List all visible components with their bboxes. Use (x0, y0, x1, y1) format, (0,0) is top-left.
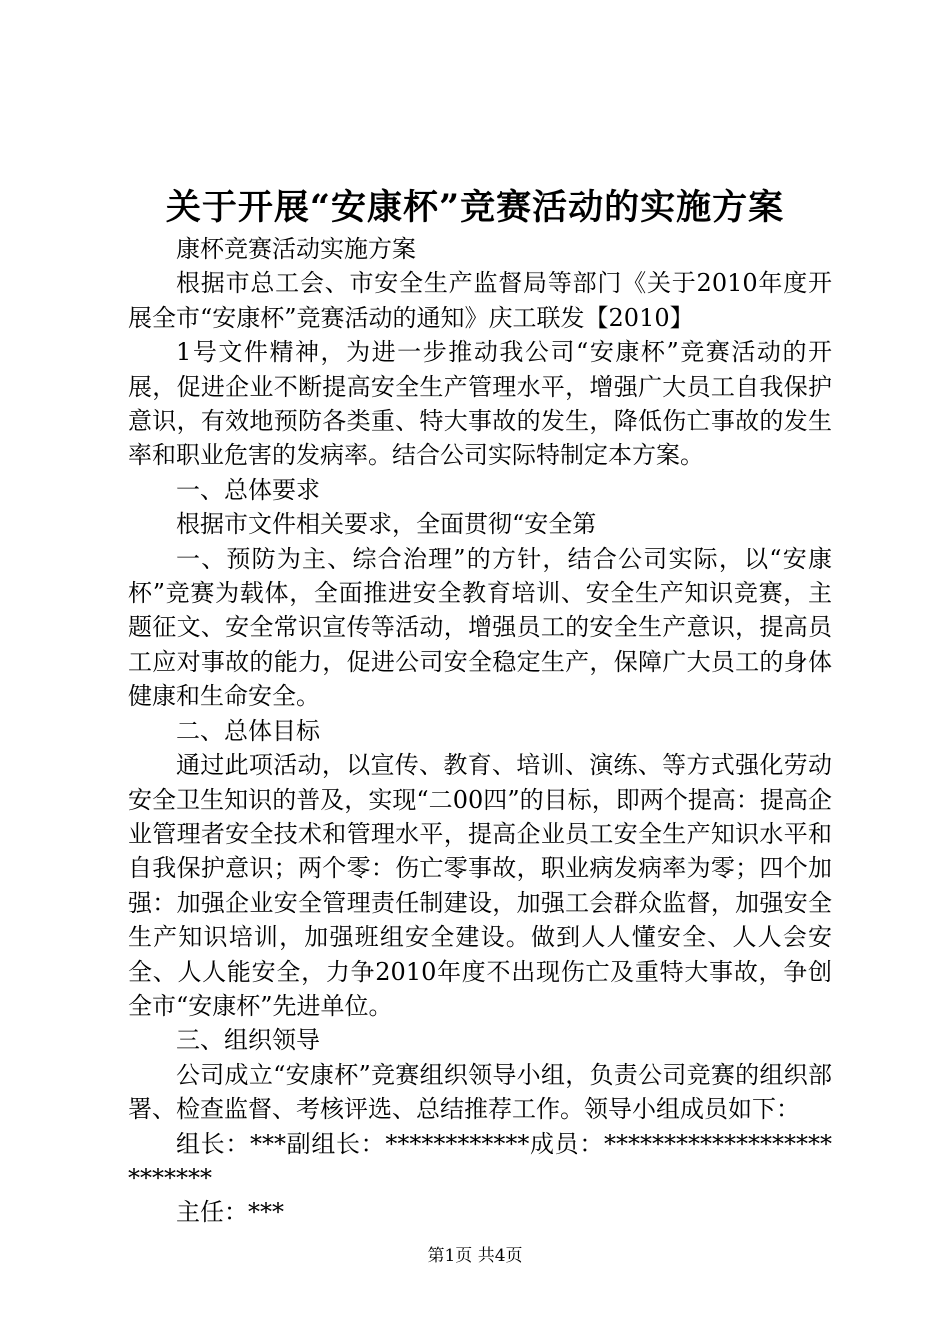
section-heading: 三、组织领导 (176, 1026, 320, 1055)
paragraph: 1号文件精神，为进一步推动我公司“安康杯”竞赛活动的开展，促进企业不断提高安全生产管理水平，增强广大员工自我保护意识，有效地预防各类重、特大事故的发生，降低伤亡事故的发生率和职业危害的发病率。结合公司实际特制定本方案。 (128, 338, 832, 470)
section-heading: 二、总体目标 (176, 716, 320, 745)
paragraph: 主任：*** (176, 1198, 284, 1227)
paragraph: 组长：***副组长：************成员：************************** (128, 1129, 832, 1192)
paragraph: 根据市总工会、市安全生产监督局等部门《关于2010年度开展全市“安康杯”竞赛活动的通知》庆工联发【2010】 (128, 269, 832, 332)
section-heading: 一、总体要求 (176, 475, 320, 504)
document-body (128, 232, 832, 1230)
paragraph: 根据市文件相关要求，全面贯彻“安全第 (176, 510, 597, 539)
paragraph: 通过此项活动，以宣传、教育、培训、演练、等方式强化劳动安全卫生知识的普及，实现“二00四”的目标，即两个提高：提高企业管理者安全技术和管理水平，提高企业员工安全生产知识水平和自我保护意识；两个零：伤亡零事故，职业病发病率为零；四个加强：加强企业安全管理责任制建设，加强工会群众监督，加强安全生产知识培训，加强班组安全建设。做到人人懂安全、人人会安全、人人能安全，力争2010年度不出现伤亡及重特大事故，争创全市“安康杯”先进单位。 (128, 751, 832, 1020)
document-title: 关于开展“安康杯”竞赛活动的实施方案 (165, 187, 785, 228)
paragraph: 一、预防为主、综合治理”的方针，结合公司实际，以“安康杯”竞赛为载体，全面推进安全教育培训、安全生产知识竞赛，主题征文、安全常识宣传等活动，增强员工的安全生产意识，提高员工应对事故的能力，促进公司安全稳定生产，保障广大员工的身体健康和生命安全。 (128, 544, 832, 711)
paragraph: 康杯竞赛活动实施方案 (176, 235, 416, 263)
paragraph: 公司成立“安康杯”竞赛组织领导小组，负责公司竞赛的组织部署、检查监督、考核评选、总结推荐工作。领导小组成员如下： (128, 1060, 832, 1124)
page-footer: 第1页 共4页 (427, 1246, 523, 1266)
